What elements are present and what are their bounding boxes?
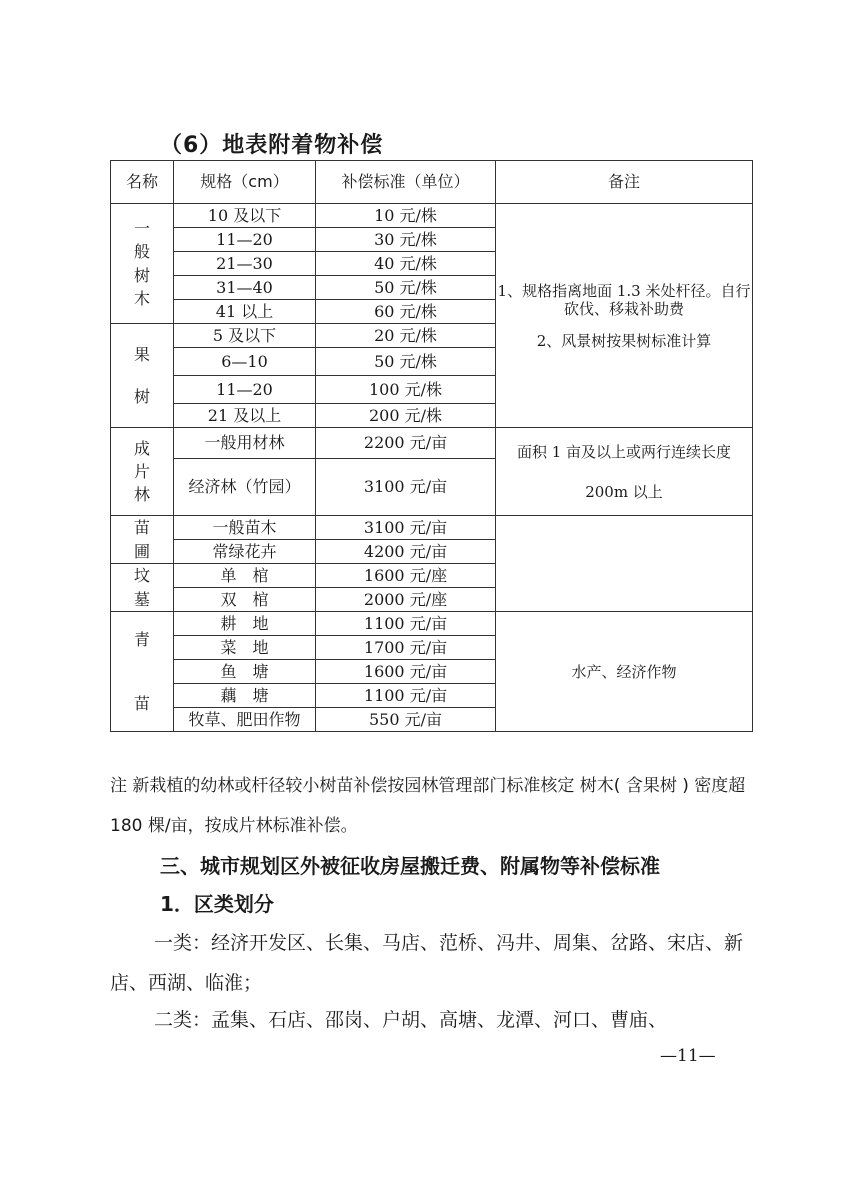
category-fruit: 果 树 bbox=[111, 324, 174, 428]
spec-cell: 21—30 bbox=[174, 252, 316, 276]
table-row bbox=[111, 612, 753, 636]
spec-cell: 菜 地 bbox=[174, 636, 316, 660]
section-heading: 三、城市规划区外被征收房屋搬迁费、附属物等补偿标准 bbox=[160, 854, 660, 878]
spec-cell: 耕 地 bbox=[174, 612, 316, 636]
spec-cell: 藕 塘 bbox=[174, 684, 316, 708]
rate-cell: 200 元/株 bbox=[316, 404, 496, 428]
rate-cell: 1100 元/亩 bbox=[316, 684, 496, 708]
rate-cell: 20 元/株 bbox=[316, 324, 496, 348]
spec-cell: 11—20 bbox=[174, 228, 316, 252]
paragraph-class-two: 二类：孟集、石店、邵岗、户胡、高塘、龙潭、河口、曹庙、 bbox=[154, 1009, 668, 1031]
spec-cell: 31—40 bbox=[174, 276, 316, 300]
category-forest: 成片林 bbox=[111, 428, 174, 516]
category-nursery: 苗圃 bbox=[111, 516, 174, 564]
spec-cell: 一般苗木 bbox=[174, 516, 316, 540]
remark-line: 2、风景树按果树标准计算 bbox=[536, 331, 712, 350]
rate-cell: 1700 元/亩 bbox=[316, 636, 496, 660]
rate-cell: 100 元/株 bbox=[316, 376, 496, 404]
table-row bbox=[111, 516, 753, 540]
spec-cell: 一般用材林 bbox=[174, 428, 316, 459]
table-row bbox=[111, 428, 753, 459]
spec-cell: 鱼 塘 bbox=[174, 660, 316, 684]
rate-cell: 1100 元/亩 bbox=[316, 612, 496, 636]
remark-line: 1、规格指离地面 1.3 米处杆径。自行砍伐、移栽补助费 bbox=[497, 281, 751, 318]
spec-cell: 单 棺 bbox=[174, 564, 316, 588]
rate-cell: 40 元/株 bbox=[316, 252, 496, 276]
section-title: （6）地表附着物补偿 bbox=[160, 133, 384, 158]
spec-cell: 6—10 bbox=[174, 348, 316, 376]
rate-cell: 1600 元/亩 bbox=[316, 660, 496, 684]
paragraph-class-one: 一类：经济开发区、长集、马店、范桥、冯井、周集、岔路、宋店、新店、西湖、临淮； bbox=[110, 932, 744, 994]
category-graves: 坟墓 bbox=[111, 564, 174, 612]
header-name: 名称 bbox=[111, 161, 174, 204]
remark-empty bbox=[496, 516, 753, 612]
spec-cell: 经济林（竹园） bbox=[174, 459, 316, 516]
rate-cell: 2200 元/亩 bbox=[316, 428, 496, 459]
table-row bbox=[111, 204, 753, 228]
remark-forest bbox=[496, 428, 753, 516]
rate-cell: 30 元/株 bbox=[316, 228, 496, 252]
rate-cell: 50 元/株 bbox=[316, 276, 496, 300]
rate-cell: 60 元/株 bbox=[316, 300, 496, 324]
remark-line: 200m 以上 bbox=[585, 482, 663, 501]
spec-cell: 11—20 bbox=[174, 376, 316, 404]
category-crops: 青 苗 bbox=[111, 612, 174, 732]
rate-cell: 50 元/株 bbox=[316, 348, 496, 376]
remark-crops: 水产、经济作物 bbox=[496, 612, 753, 732]
compensation-table bbox=[110, 160, 753, 732]
spec-cell: 双 棺 bbox=[174, 588, 316, 612]
remark-line: 面积 1 亩及以上或两行连续长度 bbox=[516, 442, 732, 461]
rate-cell: 2000 元/座 bbox=[316, 588, 496, 612]
rate-cell: 550 元/亩 bbox=[316, 708, 496, 732]
table-header-row bbox=[111, 161, 753, 204]
rate-cell: 3100 元/亩 bbox=[316, 459, 496, 516]
rate-cell: 1600 元/座 bbox=[316, 564, 496, 588]
subsection-heading: 1．区类划分 bbox=[160, 892, 274, 916]
spec-cell: 10 及以下 bbox=[174, 204, 316, 228]
rate-cell: 10 元/株 bbox=[316, 204, 496, 228]
rate-cell: 3100 元/亩 bbox=[316, 516, 496, 540]
spec-cell: 牧草、肥田作物 bbox=[174, 708, 316, 732]
header-rate: 补偿标准（单位） bbox=[316, 161, 496, 204]
spec-cell: 41 以上 bbox=[174, 300, 316, 324]
header-remark: 备注 bbox=[496, 161, 753, 204]
spec-cell: 5 及以下 bbox=[174, 324, 316, 348]
remark-trees-fruit bbox=[496, 204, 753, 428]
rate-cell: 4200 元/亩 bbox=[316, 540, 496, 564]
spec-cell: 21 及以上 bbox=[174, 404, 316, 428]
page-number: —11— bbox=[660, 1046, 716, 1066]
table-footnote: 注 新栽植的幼林或杆径较小树苗补偿按园林管理部门标准核定 树木( 含果树 ) 密度超 180 棵/亩，按成片林标准补偿。 bbox=[110, 776, 746, 836]
category-trees: 一般树木 bbox=[111, 204, 174, 324]
spec-cell: 常绿花卉 bbox=[174, 540, 316, 564]
header-spec: 规格（cm） bbox=[174, 161, 316, 204]
